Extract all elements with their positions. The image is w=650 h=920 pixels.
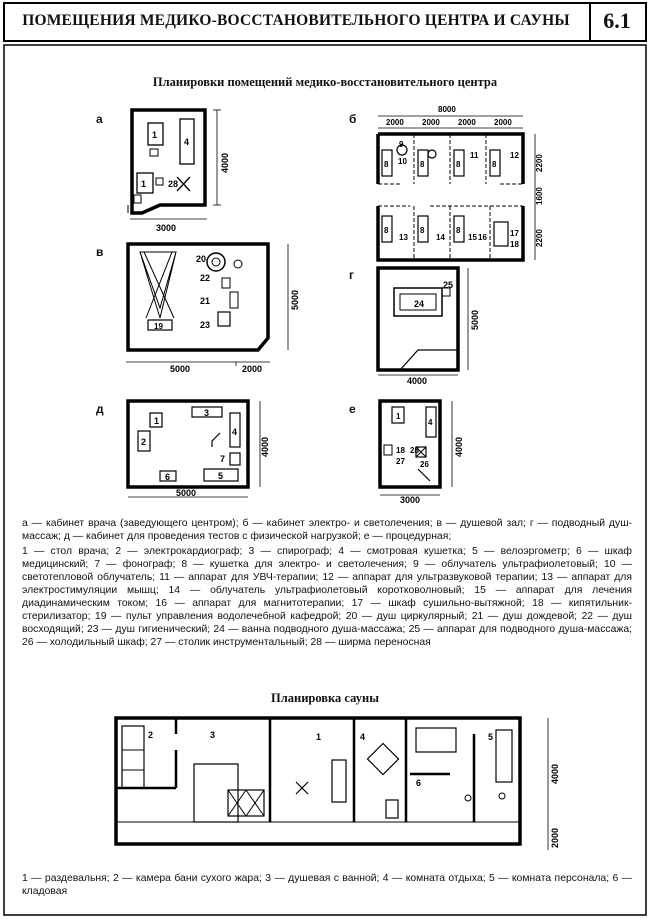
plan-g-item: 24	[414, 299, 425, 309]
plan-a-width-dim: 3000	[156, 223, 177, 233]
plan-b-item: 8	[384, 160, 389, 169]
plan-e-width-dim: 3000	[400, 495, 421, 505]
plan-b-item: 17	[510, 229, 519, 238]
plan-v-label: в	[96, 245, 104, 259]
plan-d-item: 7	[220, 454, 226, 464]
plan-b-total-dim: 8000	[438, 105, 456, 114]
legend-rooms: а — кабинет врача (заведующего центром); б — кабинет электро- и светолечения; в — душевой зал; г — подводный душ-массаж; д — кабинет для проведения тестов с физической нагрузкой; е — процедурная;	[22, 518, 632, 542]
plan-b-col-dim: 2000	[422, 118, 440, 127]
plan-b-item: 8	[456, 160, 461, 169]
plan-a-item: 28	[168, 179, 179, 189]
plan-e-item: 4	[428, 418, 433, 427]
plan-b-item: 8	[492, 160, 497, 169]
plan-b-item: 12	[510, 151, 519, 160]
plan-d-item: 3	[204, 408, 210, 418]
plan-e-label: е	[349, 402, 356, 416]
plan-d-height-dim: 4000	[260, 436, 270, 457]
plan-a-item: 1	[152, 130, 158, 140]
legend-sauna-text: 1 — раздевальня; 2 — камера бани сухого жара; 3 — душевая с ванной; 4 — комната отдыха; 5 — комната персонала; 6 — кладовая	[22, 873, 632, 897]
sheet-number: 6.1	[603, 8, 631, 33]
plan-d-item: 1	[154, 416, 160, 426]
plan-d-item: 6	[165, 472, 171, 482]
plan-e-item: 18	[396, 446, 405, 455]
plan-b-row-dim: 2200	[535, 229, 544, 247]
plan-v-item: 19	[154, 322, 163, 331]
plan-b	[370, 102, 545, 264]
sauna-item: 4	[360, 732, 366, 742]
plan-g-width-dim: 4000	[407, 376, 428, 386]
plan-a-label: а	[96, 112, 103, 126]
sauna-dim: 2000	[550, 827, 560, 848]
plan-d-label: д	[96, 402, 104, 416]
plan-b-item: 9	[399, 140, 404, 149]
section-title-medical: Планировки помещений медико-восстановительного центра	[152, 75, 498, 89]
plan-b-item: 8	[420, 160, 425, 169]
legend-items: 1 — стол врача; 2 — электрокардиограф; 3 — спирограф; 4 — смотровая кушетка; 5 — велоэргометр; 6 — шкаф медицинский; 7 — фонограф; 8 — кушетка для электро- и светолечения; 9 — облучатель ультрафиолетовый; 10 — светотепловой облучатель; 11 — аппарат для УВЧ-терапии; 12 — аппарат для ультразвуковой терапии; 13 — аппарат для электростимуляции мышц; 14 — облучатель ультрафиолетовый коротковолновый; 15 — аппарат для лечения диадинамическим током; 16 — аппарат для магнитотерапии; 17 — шкаф сушильно-вытяжной; 18 — кипятильник-стерилизатор; 19 — пульт управления водолечебной кафедрой; 20 — душ циркулярный; 21 — душ дождевой; 22 — душ восходящий; 23 — душ гигиенический; 24 — ванна подводного душа-массажа; 25 — аппарат для подводного душа-массажа; 26 — холодильный шкаф; 27 — столик инструментальный; 28 — ширма переносная	[22, 546, 632, 648]
sauna-item: 2	[148, 730, 154, 740]
plan-e-height-dim: 4000	[454, 436, 464, 457]
plan-g-height-dim: 5000	[470, 309, 480, 330]
plan-b-item: 8	[456, 226, 461, 235]
plan-d-item: 4	[232, 427, 238, 437]
plan-v-height-dim: 5000	[290, 289, 300, 310]
plan-b-item: 16	[478, 233, 487, 242]
plan-b-item: 15	[468, 233, 477, 242]
plan-e-item: 26	[420, 460, 429, 469]
section-title-sauna: Планировка сауны	[271, 691, 379, 705]
sauna-item: 3	[210, 730, 216, 740]
plan-v-item: 23	[200, 320, 211, 330]
sauna-item: 6	[416, 778, 422, 788]
plan-b-item: 13	[399, 233, 408, 242]
plan-b-row-dim: 2200	[535, 154, 544, 172]
legend-medical	[22, 517, 632, 651]
plan-e	[370, 395, 470, 507]
plan-v-item: 22	[200, 273, 211, 283]
plan-e-item: 1	[396, 412, 401, 421]
plan-g	[370, 262, 480, 387]
sauna-item: 1	[316, 732, 322, 742]
plan-b-col-dim: 2000	[386, 118, 404, 127]
plan-d	[120, 395, 270, 505]
legend-sauna	[22, 872, 632, 900]
plan-b-item: 8	[384, 226, 389, 235]
plan-b-label: б	[349, 112, 357, 126]
plan-d-width-dim: 5000	[176, 488, 197, 498]
plan-v-item: 20	[196, 254, 207, 264]
plan-a-height-dim: 4000	[220, 152, 230, 173]
plan-b-col-dim: 2000	[494, 118, 512, 127]
plan-d-item: 2	[141, 437, 147, 447]
plan-d-item: 5	[218, 471, 224, 481]
plan-b-item: 18	[510, 240, 519, 249]
plan-v-width-dim: 2000	[242, 364, 263, 374]
plan-b-col-dim: 2000	[458, 118, 476, 127]
sauna-item: 5	[488, 732, 494, 742]
plan-b-item: 10	[398, 157, 407, 166]
plan-a	[120, 105, 230, 235]
plan-v	[118, 238, 308, 380]
plan-a-item: 4	[184, 137, 190, 147]
sauna-dim: 4000	[550, 763, 560, 784]
plan-v-width-dim: 5000	[170, 364, 191, 374]
sauna-plan	[110, 712, 580, 862]
plan-b-item: 11	[470, 151, 479, 160]
plan-v-item: 21	[200, 296, 211, 306]
plan-a-item: 1	[141, 179, 147, 189]
plan-e-item: 28	[410, 446, 419, 455]
plan-g-label: г	[349, 268, 354, 282]
plan-b-row-dim: 1600	[535, 187, 544, 205]
plan-b-item: 14	[436, 233, 445, 242]
plan-g-item: 25	[443, 280, 454, 290]
plan-e-item: 27	[396, 457, 405, 466]
page-title: ПОМЕЩЕНИЯ МЕДИКО-ВОССТАНОВИТЕЛЬНОГО ЦЕНТРА И САУНЫ	[22, 12, 570, 29]
plan-b-item: 8	[420, 226, 425, 235]
